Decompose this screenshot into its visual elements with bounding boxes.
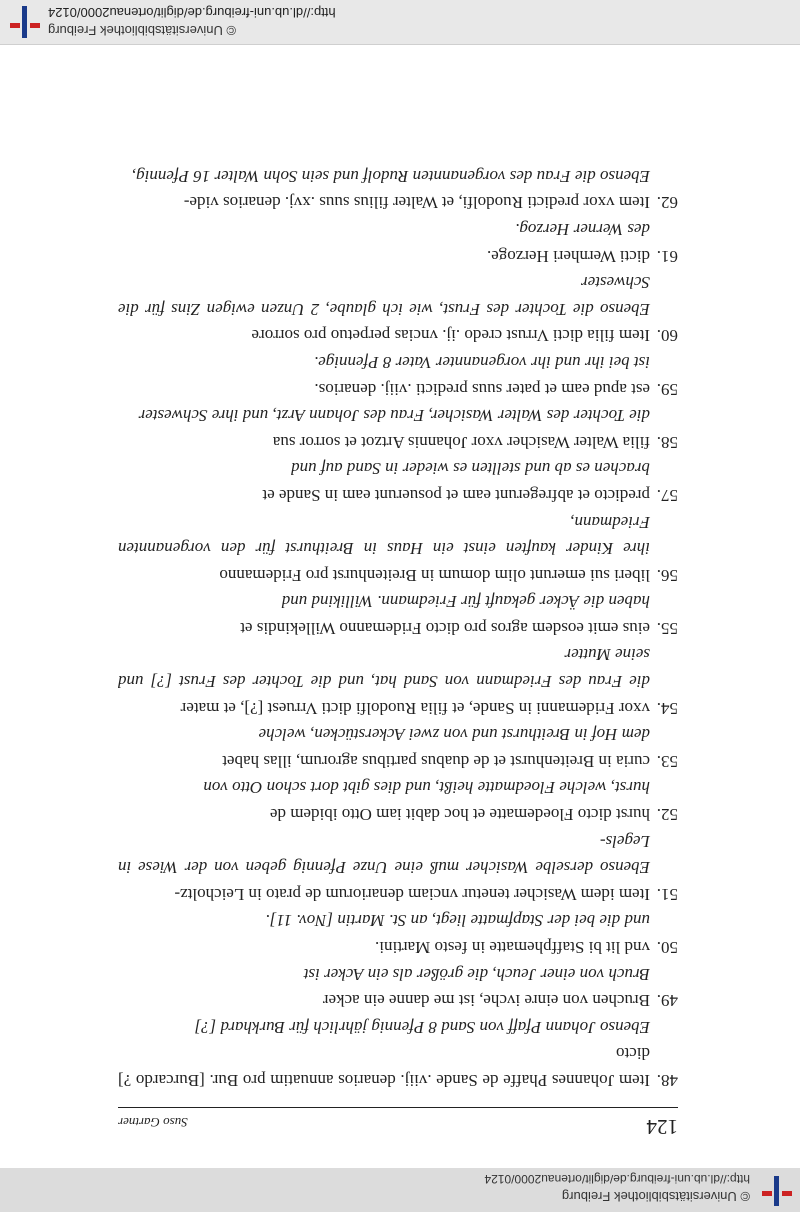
german-translation: Ebenso derselbe Wasicher muß eine Unze Pfennig geben von der Wiese in Legels-: [118, 831, 650, 878]
entry-number: 49.: [656, 991, 678, 1011]
german-translation: Ebenso die Frau des vorgenannten Rudolf und sein Sohn Walter 16 Pfennig,: [131, 166, 650, 186]
entry-number: 53.: [656, 751, 678, 771]
list-item: [118, 402, 678, 455]
list-item: [118, 455, 678, 508]
german-translation: brachen es ab und stellten es wieder in Sand auf und: [291, 459, 650, 479]
ub-freiburg-logo-icon: [10, 6, 40, 38]
german-translation: Ebenso die Tochter des Frust, wie ich glaube, 2 Unzen ewigen Zins für die Schwester: [118, 273, 650, 319]
entry-number: 54.: [656, 698, 678, 718]
latin-text: Item filia dicti Vrrust credo .ij. vncias perpetuo pro sorrore: [251, 326, 650, 346]
german-translation: Bruch von einer Jeuch, die größer als ein Acker ist: [303, 964, 650, 984]
latin-text: Bruchen von einre ivche, ist me danne ein acker: [322, 991, 650, 1011]
german-translation: dem Hof in Breithurst und von zwei Ackerstücken, welche: [258, 725, 650, 745]
entry-number: 56.: [656, 565, 678, 585]
entry-number: 55.: [656, 618, 678, 638]
list-item: [118, 508, 678, 588]
latin-text: predicto et abfregerunt eam et posuerunt eam in Sande et: [262, 485, 650, 505]
entry-number: 59.: [656, 379, 678, 399]
page-number: 124: [646, 1115, 678, 1139]
german-translation: die Frau des Friedmann von Sand hat, und die Tochter des Frust [?] und seine Mutter: [118, 645, 650, 692]
list-item: [118, 269, 678, 349]
entry-number: 52.: [656, 805, 678, 825]
german-translation: haben die Äcker gekauft für Friedmann. Willikind und: [281, 592, 650, 612]
book-page: [118, 162, 678, 1142]
latin-text: dicti Wernheri Herzoge.: [486, 246, 650, 266]
list-item: [118, 588, 678, 641]
latin-text: hurst dicto Floedematte et hoc dabit iam Otto ibidem de: [269, 805, 650, 825]
list-item: [118, 907, 678, 960]
latin-text: Item vxor predicti Ruodolfi, et Walter filius suus .xvj. denarios vide-: [183, 193, 650, 213]
latin-text: liberi sui emerunt olim domum in Breitenhurst pro Fridemanno: [219, 565, 650, 585]
entry-number: 48.: [656, 1071, 678, 1090]
permalink-url[interactable]: http://dl.ub.uni-freiburg.de/diglit/ortenau2000/0124: [48, 5, 336, 20]
german-translation: ihre Kinder kauften einst ein Haus in Breithurst für den vorgenannten Friedmann,: [118, 512, 650, 559]
list-item: [118, 721, 678, 774]
copyright-notice: © Universitätsbibliothek Freiburg: [48, 23, 237, 38]
page-header: [118, 1107, 678, 1142]
german-translation: des Werner Herzog.: [515, 220, 650, 239]
list-item: [118, 348, 678, 401]
list-item: [118, 215, 678, 268]
latin-text: curia in Breitenhurst et de duabus partibus agrorum, illas habet: [222, 751, 650, 771]
entries-list: [118, 162, 678, 1093]
list-item: [118, 641, 678, 721]
list-item: [118, 162, 678, 215]
entry-number: 57.: [656, 485, 678, 505]
viewer-footer: [0, 0, 800, 45]
entry-number: 62.: [656, 193, 678, 213]
latin-text: Item idem Wasicher tenetur vnciam denariorum de prato in Leicholtz-: [174, 884, 650, 904]
latin-text: vxor Fridemanni in Sande, et filia Ruodolfi dicti Vrruest [?], et mater: [180, 698, 650, 718]
list-item: [118, 1013, 678, 1093]
copyright-notice: © Universitätsbibliothek Freiburg: [561, 1189, 750, 1204]
entry-number: 58.: [656, 432, 678, 452]
german-translation: hurst, welche Floedmatte heißt, und dies gibt dort schon Otto von: [203, 778, 650, 798]
ub-freiburg-logo-icon: [762, 1176, 792, 1206]
list-item: [118, 960, 678, 1013]
viewer-header: [0, 1168, 800, 1212]
latin-text: eius emit eosdem agros pro dicto Fridemanno Willekindis et: [240, 618, 650, 638]
entry-number: 51.: [656, 884, 678, 904]
latin-text: est apud eam et pater suus predicti .viij. denarios.: [314, 379, 650, 399]
permalink-url[interactable]: http://dl.ub.uni-freiburg.de/diglit/ortenau2000/0124: [484, 1172, 750, 1186]
german-translation: Ebenso Johann Pfaff von Sand 8 Pfennig jährlich für Burkhard [?]: [194, 1017, 650, 1037]
entry-number: 50.: [656, 938, 678, 958]
latin-text: filia Walter Wasicher vxor Johannis Artzot et sorror sua: [272, 432, 650, 452]
entry-number: 61.: [656, 246, 678, 266]
running-head-author: Suso Gartner: [118, 1115, 188, 1130]
german-translation: und die bei der Stapfmatte liegt, an St. Martin [Nov. 11].: [265, 911, 650, 931]
latin-text: Item Johannes Phaffe de Sande .viij. denarios annuatim pro Bur. [Burcardo ?] dicto: [118, 1044, 650, 1090]
german-translation: die Tochter des Walter Wasicher, Frau des Johann Arzt, und ihre Schwester: [138, 406, 650, 426]
list-item: [118, 827, 678, 907]
latin-text: vnd lit bi Staffphematte in festo Martini.: [375, 938, 650, 958]
german-translation: ist bei ihr und ihr vorgenannter Vater 8 Pfennige.: [313, 352, 650, 372]
entry-number: 60.: [656, 326, 678, 346]
list-item: [118, 774, 678, 827]
